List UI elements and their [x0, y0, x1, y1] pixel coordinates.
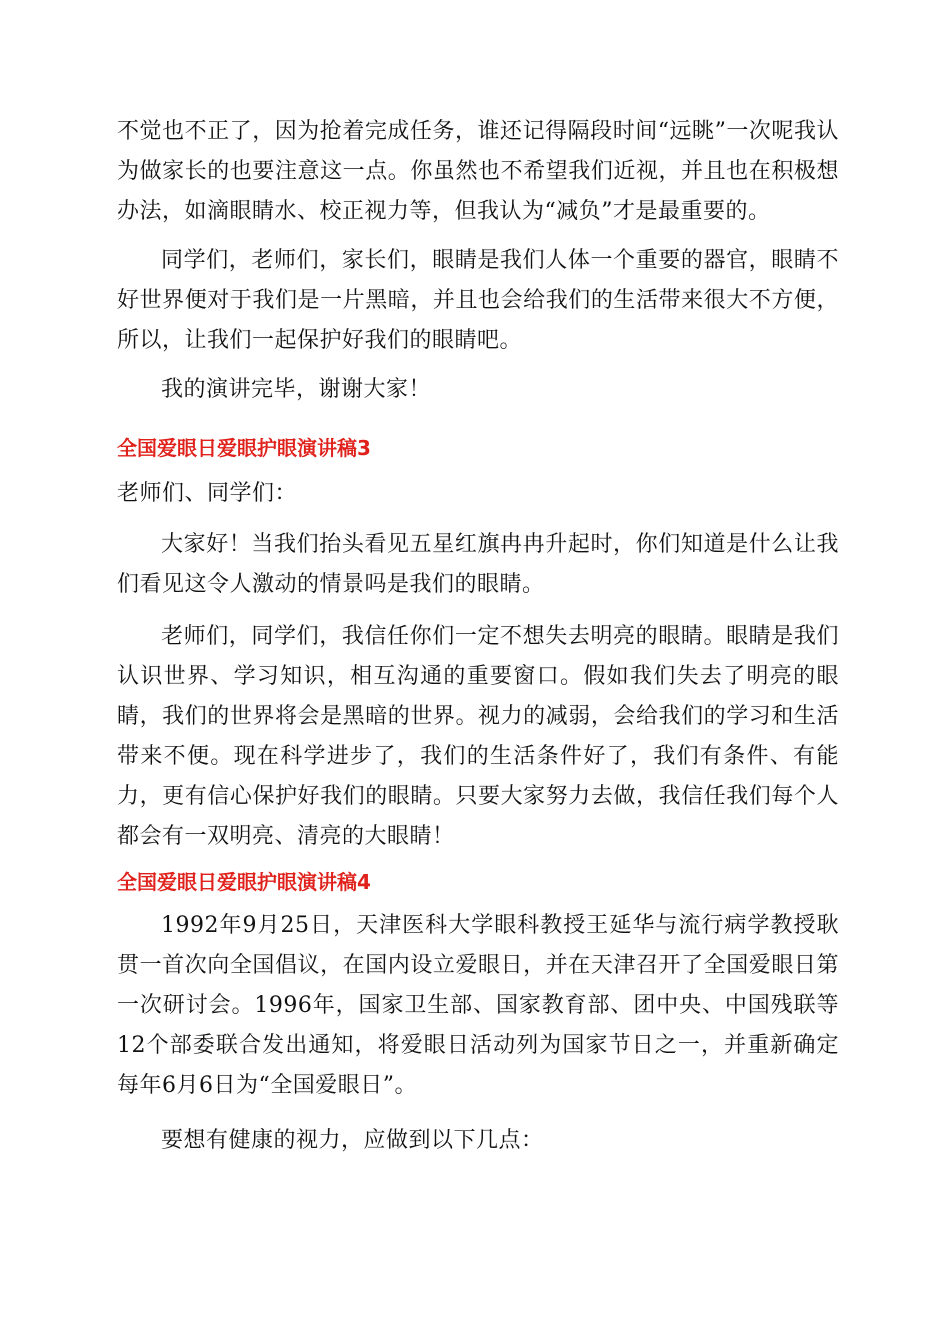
salutation: 老师们、同学们：: [117, 481, 298, 506]
paragraph-appeal: 同学们，老师们，家长们，眼睛是我们人体一个重要的器官，眼睛不好世界便对于我们是一片黑暗，并且也会给我们的生活带来很大不方便，所以，让我们一起保护好我们的眼睛吧。: [117, 248, 839, 353]
section-heading-3: 全国爱眼日爱眼护眼演讲稿3: [117, 436, 371, 460]
paragraph-continued: 不觉也不正了，因为抢着完成任务，谁还记得隔段时间“远眺”一次呢我认为做家长的也要注意这一点。你虽然也不希望我们近视，并且也在积极想办法，如滴眼睛水、校正视力等，但我认为“减负”才是最重要的。: [117, 119, 839, 224]
paragraph-closing: 我的演讲完毕，谢谢大家！: [161, 377, 432, 402]
section-heading-4: 全国爱眼日爱眼护眼演讲稿4: [117, 870, 371, 894]
paragraph-3-2: 老师们，同学们，我信任你们一定不想失去明亮的眼睛。眼睛是我们认识世界、学习知识，相互沟通的重要窗口。假如我们失去了明亮的眼睛，我们的世界将会是黑暗的世界。视力的减弱，会给我们的学习和生活带来不便。现在科学进步了，我们的生活条件好了，我们有条件、有能力，更有信心保护好我们的眼睛。只要大家努力去做，我信任我们每个人都会有一双明亮、清亮的大眼睛！: [117, 624, 839, 849]
paragraph-4-2: 要想有健康的视力，应做到以下几点：: [161, 1128, 544, 1153]
paragraph-4-1: 1992年9月25日，天津医科大学眼科教授王延华与流行病学教授耿贯一首次向全国倡议，在国内设立爱眼日，并在天津召开了全国爱眼日第一次研讨会。1996年，国家卫生部、国家教育部、团中央、中国残联等12个部委联合发出通知，将爱眼日活动列为国家节日之一，并重新确定每年6月6日为“全国爱眼日”。: [117, 913, 839, 1098]
paragraph-3-1: 大家好！当我们抬头看见五星红旗冉冉升起时，你们知道是什么让我们看见这令人激动的情景吗是我们的眼睛。: [117, 532, 839, 597]
